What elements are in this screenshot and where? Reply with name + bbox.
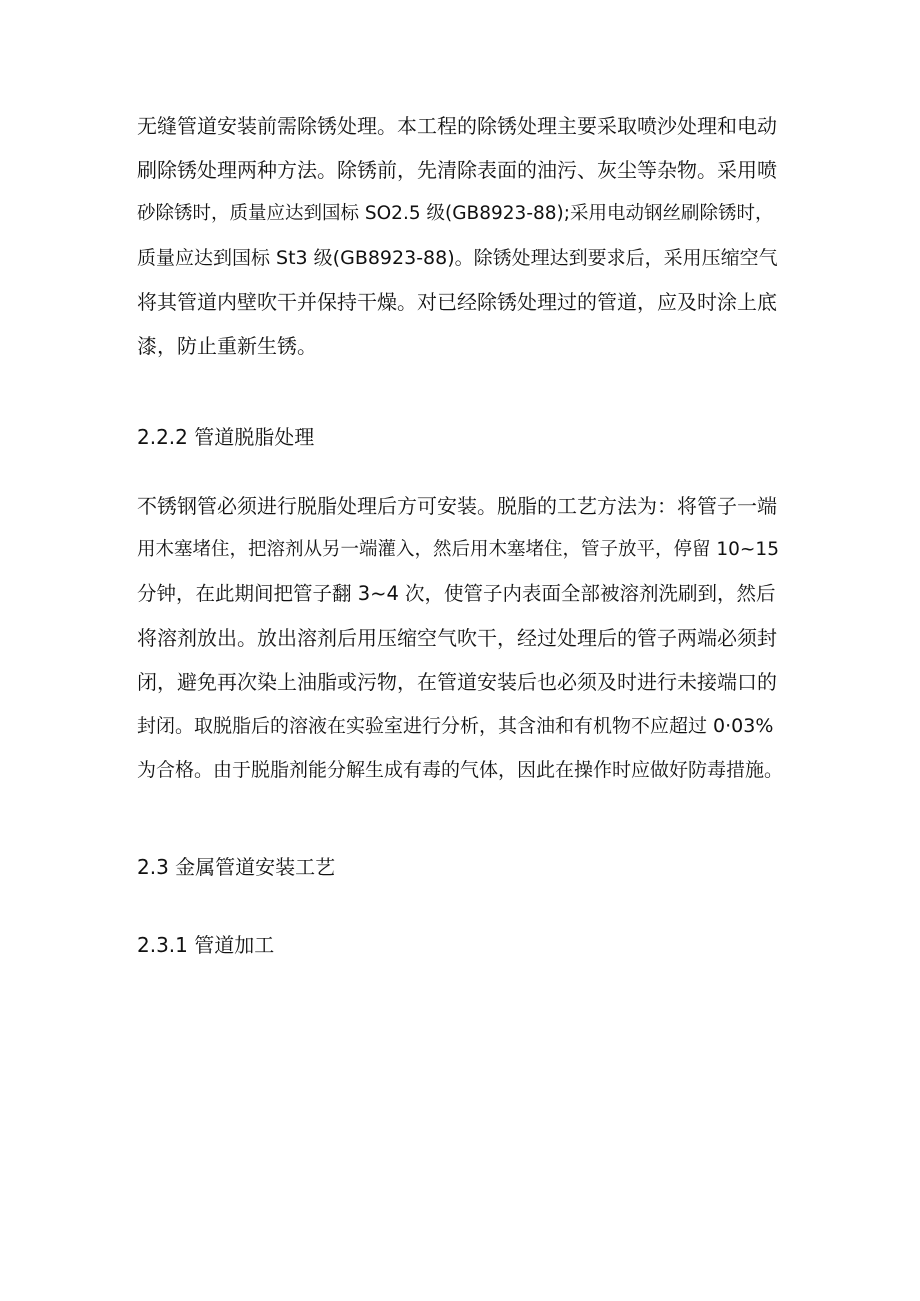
paragraph-1-line-5: 将其管道内壁吹干并保持干燥。对已经除锈处理过的管道，应及时涂上底: [137, 290, 777, 314]
paragraph-1-line-1: 无缝管道安装前需除锈处理。本工程的除锈处理主要采取喷沙处理和电动: [137, 114, 777, 138]
section-heading-2-3-1: 2.3.1 管道加工: [137, 933, 275, 957]
paragraph-1-line-4: 质量应达到国标 St3 级(GB8923-88)。除锈处理达到要求后，采用压缩空气: [137, 247, 778, 269]
paragraph-2-line-3: 分钟，在此期间把管子翻 3~4 次，使管子内表面全部被溶剂洗刷到，然后: [137, 582, 776, 605]
paragraph-2-line-7: 为合格。由于脱脂剂能分解生成有毒的气体，因此在操作时应做好防毒措施。: [137, 759, 784, 781]
paragraph-2-line-6: 封闭。取脱脂后的溶液在实验室进行分析，其含油和有机物不应超过 0·03%: [137, 715, 774, 737]
paragraph-1-line-3: 砂除锈时，质量应达到国标 SO2.5 级(GB8923-88);采用电动钢丝刷除锈时，: [137, 203, 774, 224]
paragraph-2-line-5: 闭，避免再次染上油脂或污物，在管道安装后也必须及时进行未接端口的: [137, 670, 777, 694]
paragraph-1-line-2: 刷除锈处理两种方法。除锈前，先清除表面的油污、灰尘等杂物。采用喷: [137, 158, 777, 182]
paragraph-2-line-1: 不锈钢管必须进行脱脂处理后方可安装。脱脂的工艺方法为：将管子一端: [137, 494, 777, 518]
section-heading-2-3: 2.3 金属管道安装工艺: [137, 855, 336, 879]
paragraph-1-line-6: 漆，防止重新生锈。: [137, 334, 317, 358]
paragraph-2-line-2: 用木塞堵住，把溶剂从另一端灌入，然后用木塞堵住，管子放平，停留 10~15: [137, 539, 779, 560]
section-heading-2-2-2: 2.2.2 管道脱脂处理: [137, 425, 315, 449]
paragraph-2-line-4: 将溶剂放出。放出溶剂后用压缩空气吹干，经过处理后的管子两端必须封: [137, 626, 777, 650]
